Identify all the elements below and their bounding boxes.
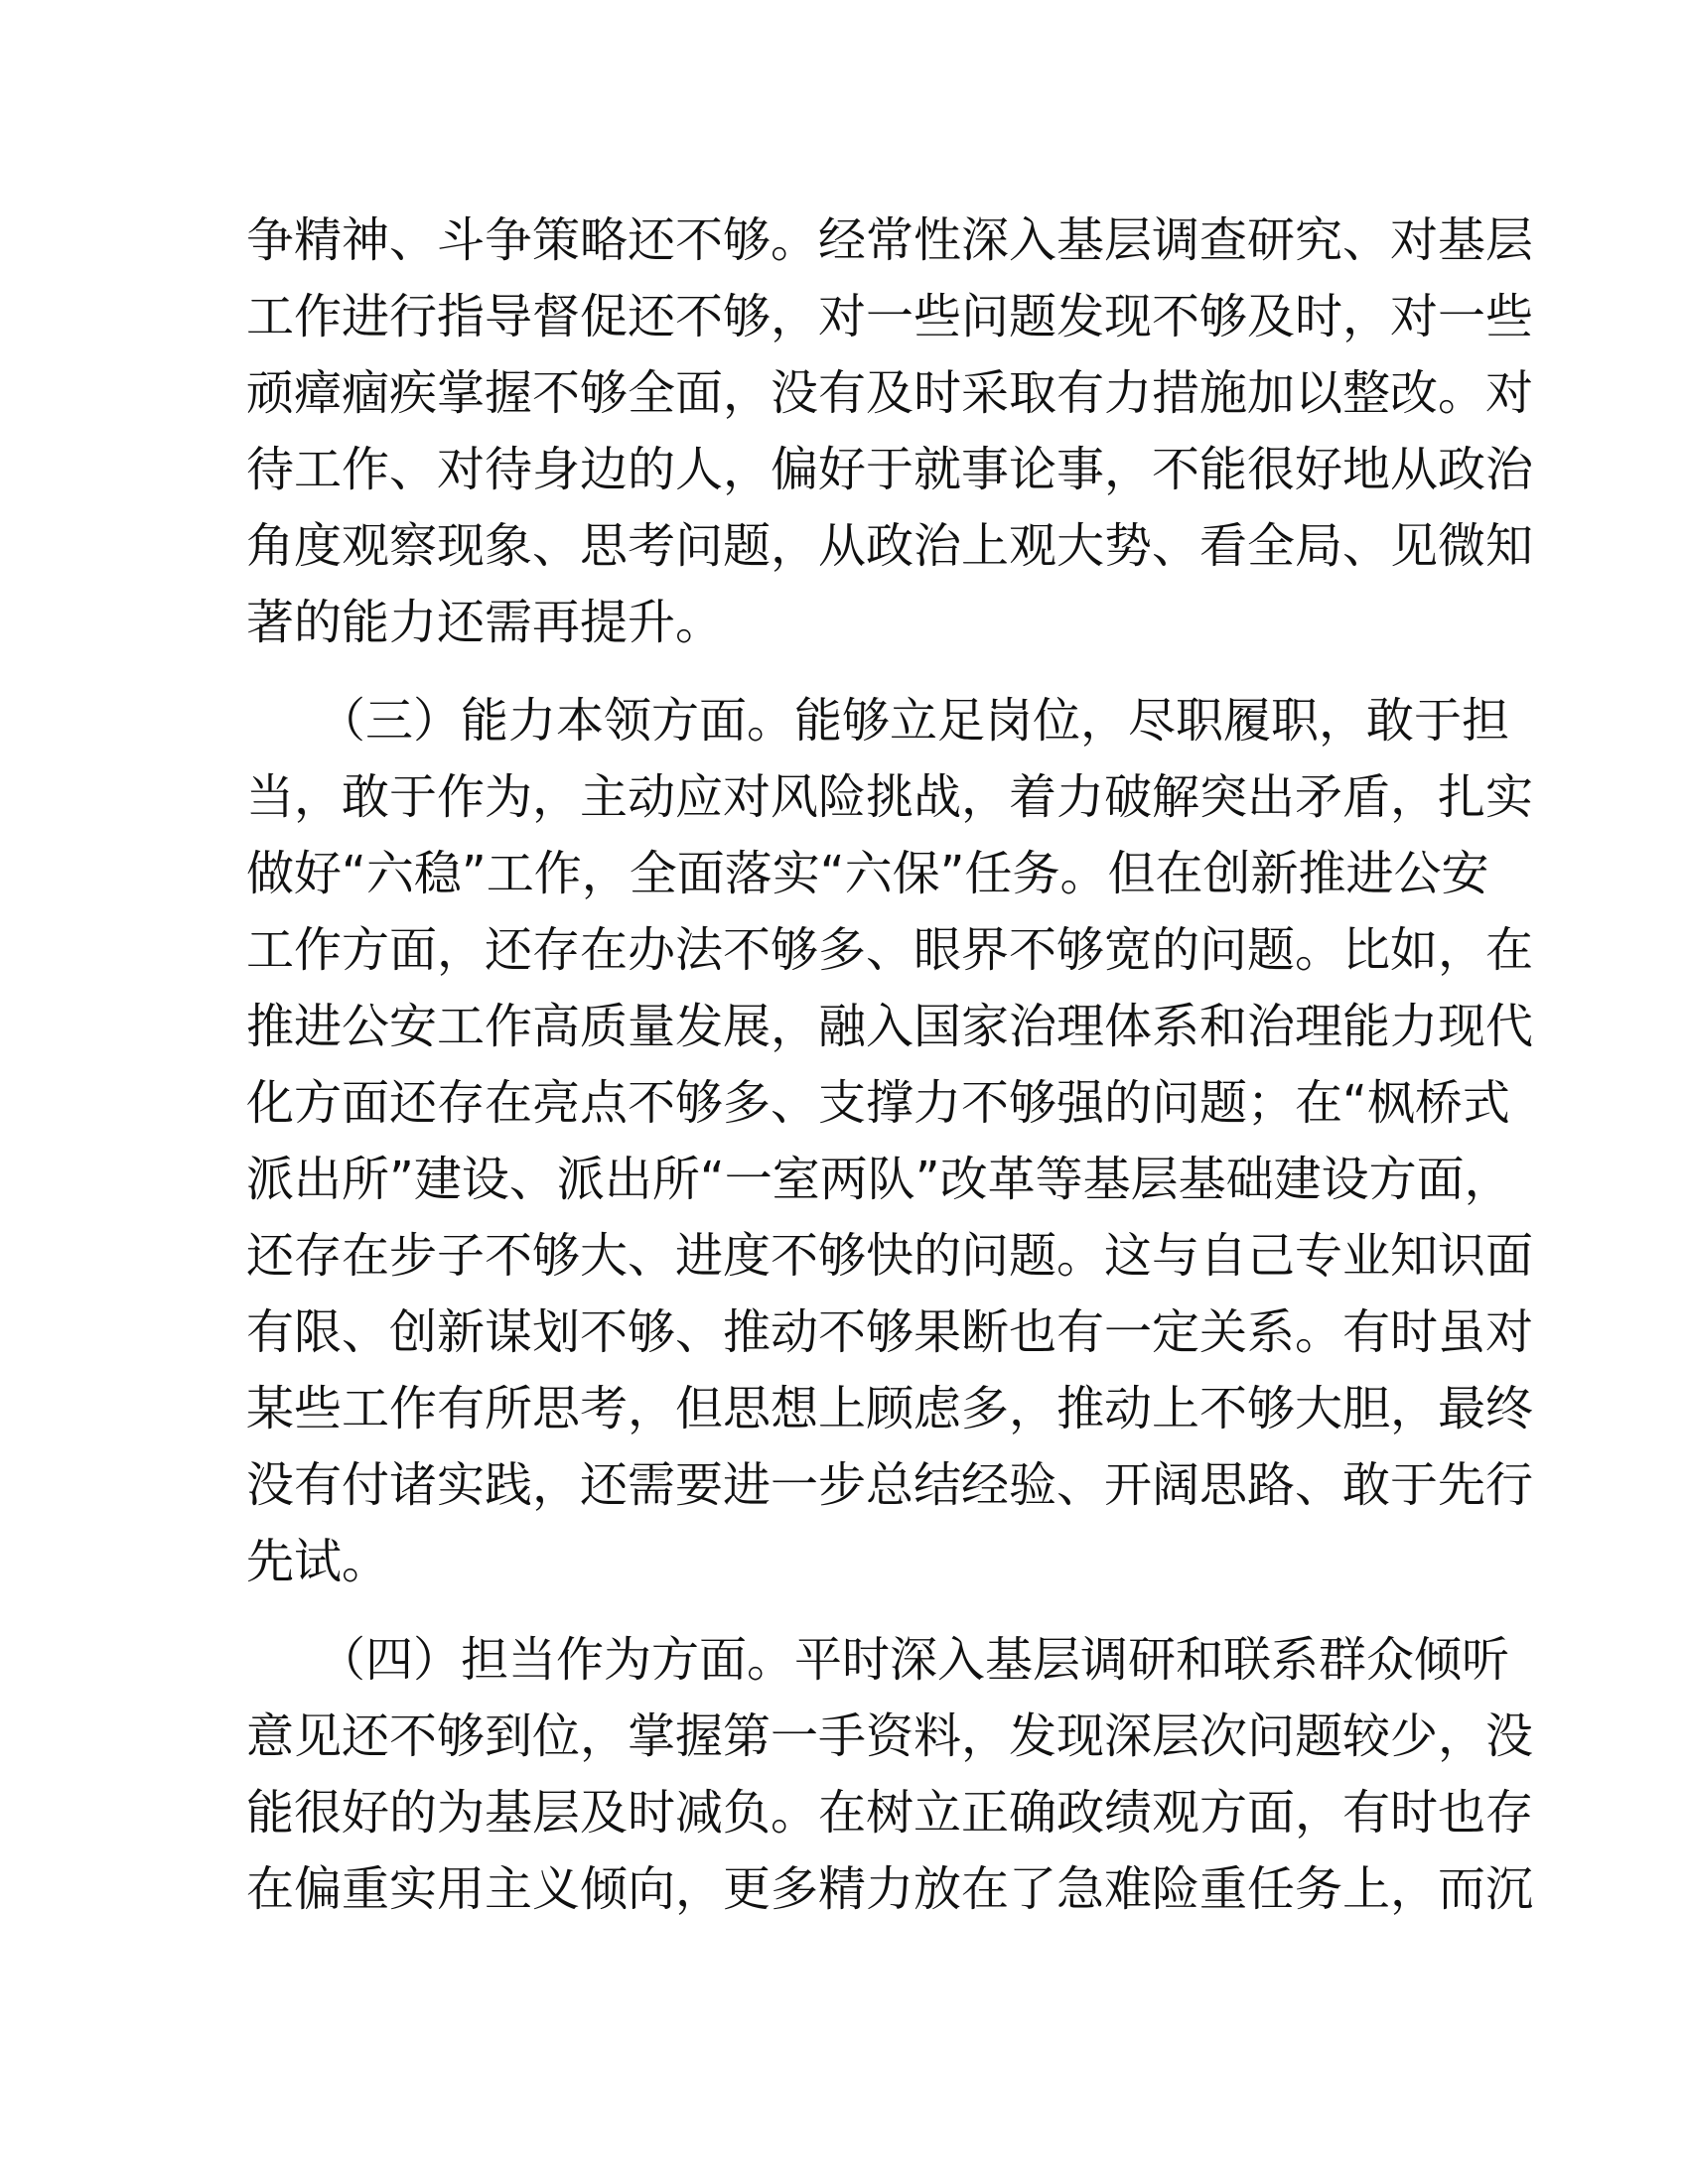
text-line: 当，敢于作为，主动应对风险挑战，着力破解突出矛盾，扎实 (246, 769, 1534, 825)
text-line: 能很好的为基层及时减负。在树立正确政绩观方面，有时也存 (246, 1785, 1534, 1841)
text-line: 在偏重实用主义倾向，更多精力放在了急难险重任务上，而沉 (246, 1861, 1534, 1917)
text-line: 顽瘴痼疾掌握不够全面，没有及时采取有力措施加以整改。对 (246, 365, 1534, 421)
text-line: 推进公安工作高质量发展，融入国家治理体系和治理能力现代 (246, 999, 1534, 1054)
paragraph-spacer (246, 661, 1438, 683)
text-line: 某些工作有所思考，但思想上顾虑多，推动上不够大胆，最终 (246, 1381, 1534, 1436)
text-line: （三）能力本领方面。能够立足岗位，尽职履职，敢于担 (246, 693, 1510, 749)
text-line: 著的能力还需再提升。 (246, 595, 724, 650)
paragraph-spacer (246, 1600, 1438, 1622)
text-line: 待工作、对待身边的人，偏好于就事论事，不能很好地从政治 (246, 442, 1534, 497)
text-line: 争精神、斗争策略还不够。经常性深入基层调查研究、对基层 (246, 212, 1534, 268)
text-line: 化方面还存在亮点不够多、支撑力不够强的问题；在“枫桥式 (246, 1075, 1510, 1131)
text-line: 有限、创新谋划不够、推动不够果断也有一定关系。有时虽对 (246, 1304, 1534, 1360)
text-line: 角度观察现象、思考问题，从政治上观大势、看全局、见微知 (246, 518, 1534, 574)
text-line: 先试。 (246, 1534, 390, 1589)
text-line: 派出所”建设、派出所“一室两队”改革等基层基础建设方面， (246, 1152, 1512, 1207)
text-line: 没有付诸实践，还需要进一步总结经验、开阔思路、敢于先行 (246, 1457, 1534, 1513)
text-line: （四）担当作为方面。平时深入基层调研和联系群众倾听 (246, 1632, 1510, 1688)
body-text (246, 203, 1534, 1928)
text-line: 做好“六稳”工作，全面落实“六保”任务。但在创新推进公安 (246, 846, 1489, 901)
text-line: 还存在步子不够大、进度不够快的问题。这与自己专业知识面 (246, 1228, 1534, 1284)
text-line: 意见还不够到位，掌握第一手资料，发现深层次问题较少，没 (246, 1708, 1534, 1764)
text-line: 工作进行指导督促还不够，对一些问题发现不够及时，对一些 (246, 289, 1534, 344)
text-line: 工作方面，还存在办法不够多、眼界不够宽的问题。比如，在 (246, 922, 1534, 978)
